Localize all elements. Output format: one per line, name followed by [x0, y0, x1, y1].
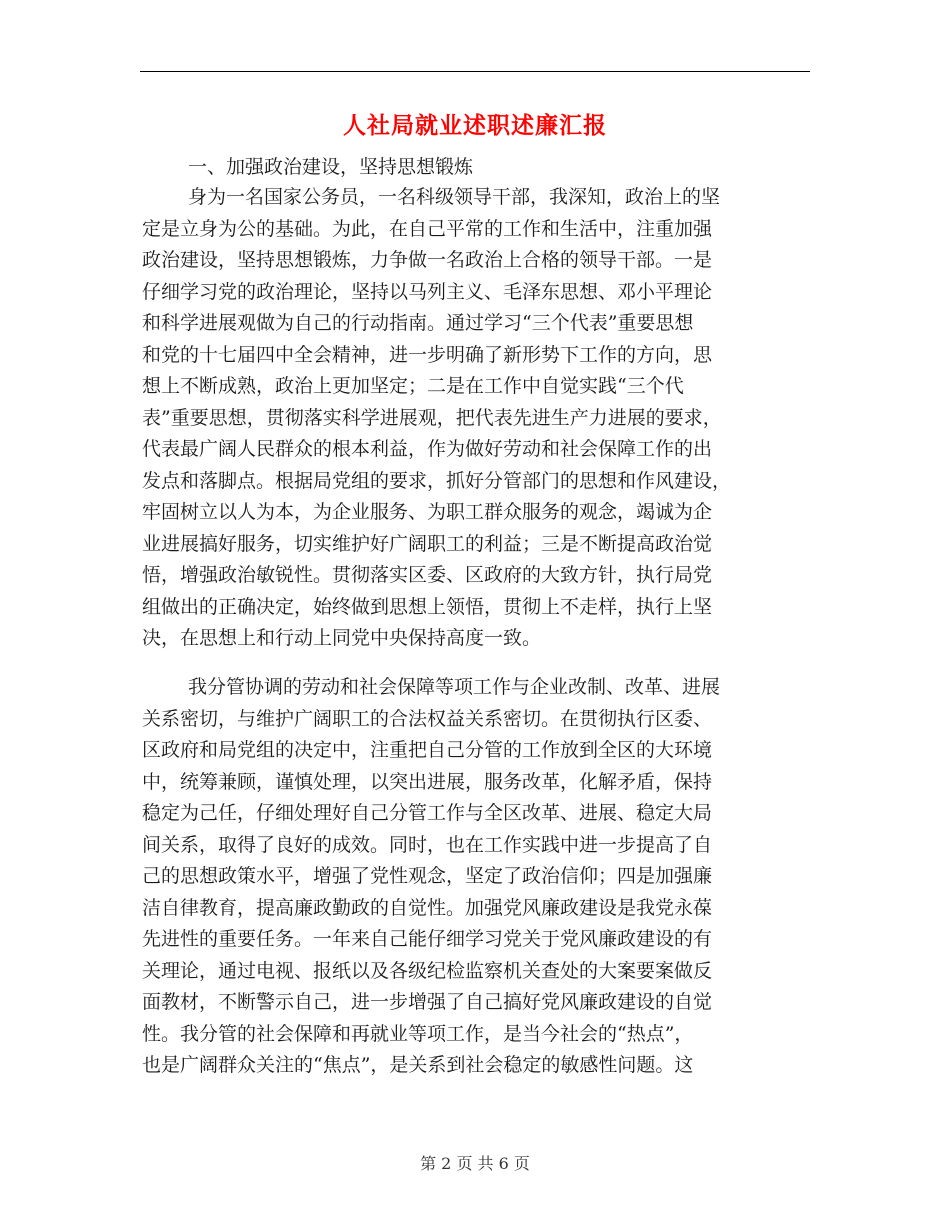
paragraph-line: 先进性的重要任务。一年来自己能仔细学习党关于党风廉政建设的有 [142, 928, 713, 950]
paragraph-line: 政治建设，坚持思想锻炼，力争做一名政治上合格的领导干部。一是 [142, 249, 713, 271]
paragraph-line: 定是立身为公的基础。为此，在自己平常的工作和生活中，注重加强 [142, 217, 713, 240]
paragraph-line: 己的思想政策水平，增强了党性观念，坚定了政治信仰；四是加强廉 [142, 865, 713, 887]
paragraph-line: 悟，增强政治敏锐性。贯彻落实区委、区政府的大致方针，执行局党 [142, 564, 713, 586]
paragraph-line: 关系密切，与维护广阔职工的合法权益关系密切。在贯彻执行区委、 [142, 707, 713, 730]
paragraph-line: 决，在思想上和行动上同党中央保持高度一致。 [142, 627, 542, 649]
document-title: 人社局就业述职述廉汇报 [343, 112, 607, 139]
paragraph-line: 我分管协调的劳动和社会保障等项工作与企业改制、改革、进展 [188, 676, 721, 698]
paragraph-line: 性。我分管的社会保障和再就业等项工作，是当今社会的“热点”， [142, 1022, 694, 1045]
paragraph-line: 组做出的正确决定，始终做到思想上领悟，贯彻上不走样，执行上坚 [142, 595, 713, 618]
paragraph-line: 表”重要思想，贯彻落实科学进展观，把代表先进生产力进展的要求， [142, 406, 722, 429]
paragraph-line: 洁自律教育，提高廉政勤政的自觉性。加强党风廉政建设是我党永葆 [142, 896, 713, 919]
paragraph-line: 牢固树立以人为本，为企业服务、为职工群众服务的观念，竭诚为企 [142, 501, 713, 523]
paragraph-line: 区政府和局党组的决定中，注重把自己分管的工作放到全区的大环境 [142, 739, 713, 761]
section-heading: 一、加强政治建设，坚持思想锻炼 [188, 156, 474, 178]
paragraph-line: 仔细学习党的政治理论，坚持以马列主义、毛泽东思想、邓小平理论 [142, 280, 713, 303]
body-paragraph-2 [142, 672, 810, 1082]
paragraph-line: 代表最广阔人民群众的根本利益，作为做好劳动和社会保障工作的出 [142, 438, 713, 460]
paragraph-line: 间关系，取得了良好的成效。同时，也在工作实践中进一步提高了自 [142, 833, 713, 856]
paragraph-line: 中，统筹兼顾，谨慎处理，以突出进展，服务改革，化解矛盾，保持 [142, 770, 713, 793]
paragraph-line: 发点和落脚点。根据局党组的要求，抓好分管部门的思想和作风建设， [142, 469, 732, 492]
paragraph-line: 也是广阔群众关注的“焦点”，是关系到社会稳定的敏感性问题。这 [142, 1054, 694, 1076]
paragraph-line: 稳定为己任，仔细处理好自己分管工作与全区改革、进展、稳定大局 [142, 802, 713, 824]
header-rule [140, 71, 810, 72]
paragraph-line: 和科学进展观做为自己的行动指南。通过学习“三个代表”重要思想 [142, 312, 694, 334]
page-footer: 第 2 页 共 6 页 [420, 1154, 530, 1173]
paragraph-line: 和党的十七届四中全会精神，进一步明确了新形势下工作的方向，思 [142, 343, 713, 366]
paragraph-line: 业进展搞好服务，切实维护好广阔职工的利益；三是不断提高政治觉 [142, 532, 713, 555]
paragraph-line: 身为一名国家公务员，一名科级领导干部，我深知，政治上的坚 [188, 186, 721, 208]
paragraph-line: 关理论，通过电视、报纸以及各级纪检监察机关查处的大案要案做反 [142, 959, 713, 982]
paragraph-line: 面教材，不断警示自己，进一步增强了自己搞好党风廉政建设的自觉 [142, 991, 713, 1013]
body-paragraph-1 [142, 182, 810, 655]
paragraph-line: 想上不断成熟，政治上更加坚定；二是在工作中自觉实践“三个代 [142, 375, 684, 397]
